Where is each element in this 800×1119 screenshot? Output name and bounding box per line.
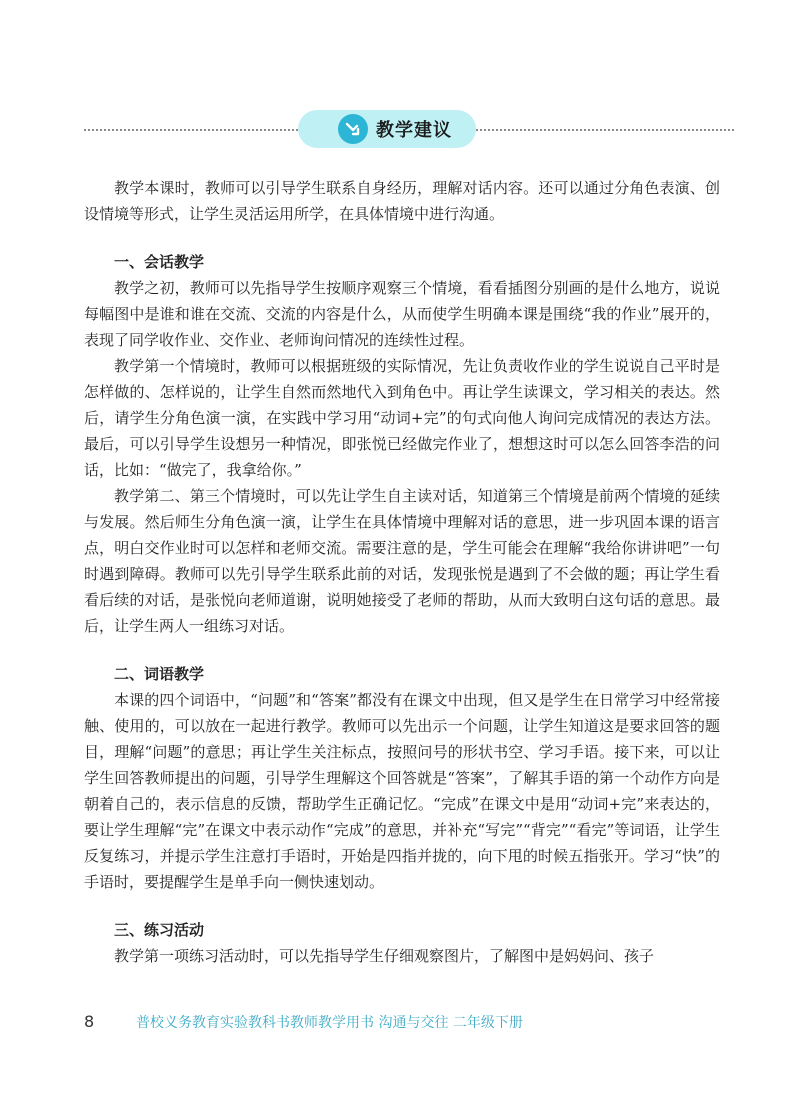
paragraph: 教学第一个情境时，教师可以根据班级的实际情况，先让负责收作业的学生说说自己平时是怎样做的、怎样说的，让学生自然而然地代入到角色中。再让学生读课文，学习相关的表达。然后，请学生分角色演一演，在实践中学习用“动词+完”的句式向他人询问完成情况的表达方法。最后，可以引导学生设想另一种情况，即张悦已经做完作业了，想想这时可以怎么回答李浩的问话，比如：“做完了，我拿给你。” — [84, 357, 720, 479]
page-footer — [84, 1012, 724, 1032]
paragraph: 教学之初，教师可以先指导学生按顺序观察三个情境，看看插图分别画的是什么地方，说说每幅图中是谁和谁在交流、交流的内容是什么，从而使学生明确本课是围绕“我的作业”展开的，表现了同学收作业、交作业、老师询问情况的连续性过程。 — [84, 279, 720, 349]
paragraph: 本课的四个词语中，“问题”和“答案”都没有在课文中出现，但又是学生在日常学习中经常接触、使用的，可以放在一起进行教学。教师可以先出示一个问题，让学生知道这是要求回答的题目，理解“问题”的意思；再让学生关注标点，按照问号的形状书空、学习手语。接下来，可以让学生回答教师提出的问题，引导学生理解这个回答就是“答案”，了解其手语的第一个动作方向是朝着自己的，表示信息的反馈，帮助学生正确记忆。“完成”在课文中是用“动词+完”来表达的，要让学生理解“完”在课文中表示动作“完成”的意思，并补充“写完”“背完”“看完”等词语，让学生反复练习，并提示学生注意打手语时，开始是四指并拢的，向下甩的时候五指张开。学习“快”的手语时，要提醒学生是单手向一侧快速划动。 — [84, 691, 720, 891]
section-heading-dialogue: 一、会话教学 — [114, 253, 205, 271]
paragraph: 教学第一项练习活动时，可以先指导学生仔细观察图片，了解图中是妈妈问、孩子 — [114, 947, 655, 965]
section-heading-practice: 三、练习活动 — [114, 921, 205, 939]
section-title: 教学建议 — [376, 120, 452, 141]
arrow-badge-icon — [338, 114, 368, 144]
section-header — [84, 110, 734, 150]
dotted-divider-left — [84, 129, 298, 131]
section-title-badge — [298, 110, 476, 148]
section-heading-vocabulary: 二、词语教学 — [114, 665, 205, 683]
book-title: 普校义务教育实验教科书教师教学用书 沟通与交往 二年级下册 — [136, 1015, 523, 1031]
main-text — [84, 175, 720, 969]
dotted-divider-right — [476, 129, 734, 131]
page-number: 8 — [84, 1012, 95, 1031]
paragraph: 教学第二、第三个情境时，可以先让学生自主读对话，知道第三个情境是前两个情境的延续与发展。然后师生分角色演一演，让学生在具体情境中理解对话的意思，进一步巩固本课的语言点，明白交作业时可以怎样和老师交流。需要注意的是，学生可能会在理解“我给你讲讲吧”一句时遇到障碍。教师可以先引导学生联系此前的对话，发现张悦是遇到了不会做的题；再让学生看看后续的对话，是张悦向老师道谢，说明她接受了老师的帮助，从而大致明白这句话的意思。最后，让学生两人一组练习对话。 — [84, 487, 720, 635]
intro-paragraph: 教学本课时，教师可以引导学生联系自身经历，理解对话内容。还可以通过分角色表演、创设情境等形式，让学生灵活运用所学，在具体情境中进行沟通。 — [84, 179, 720, 223]
